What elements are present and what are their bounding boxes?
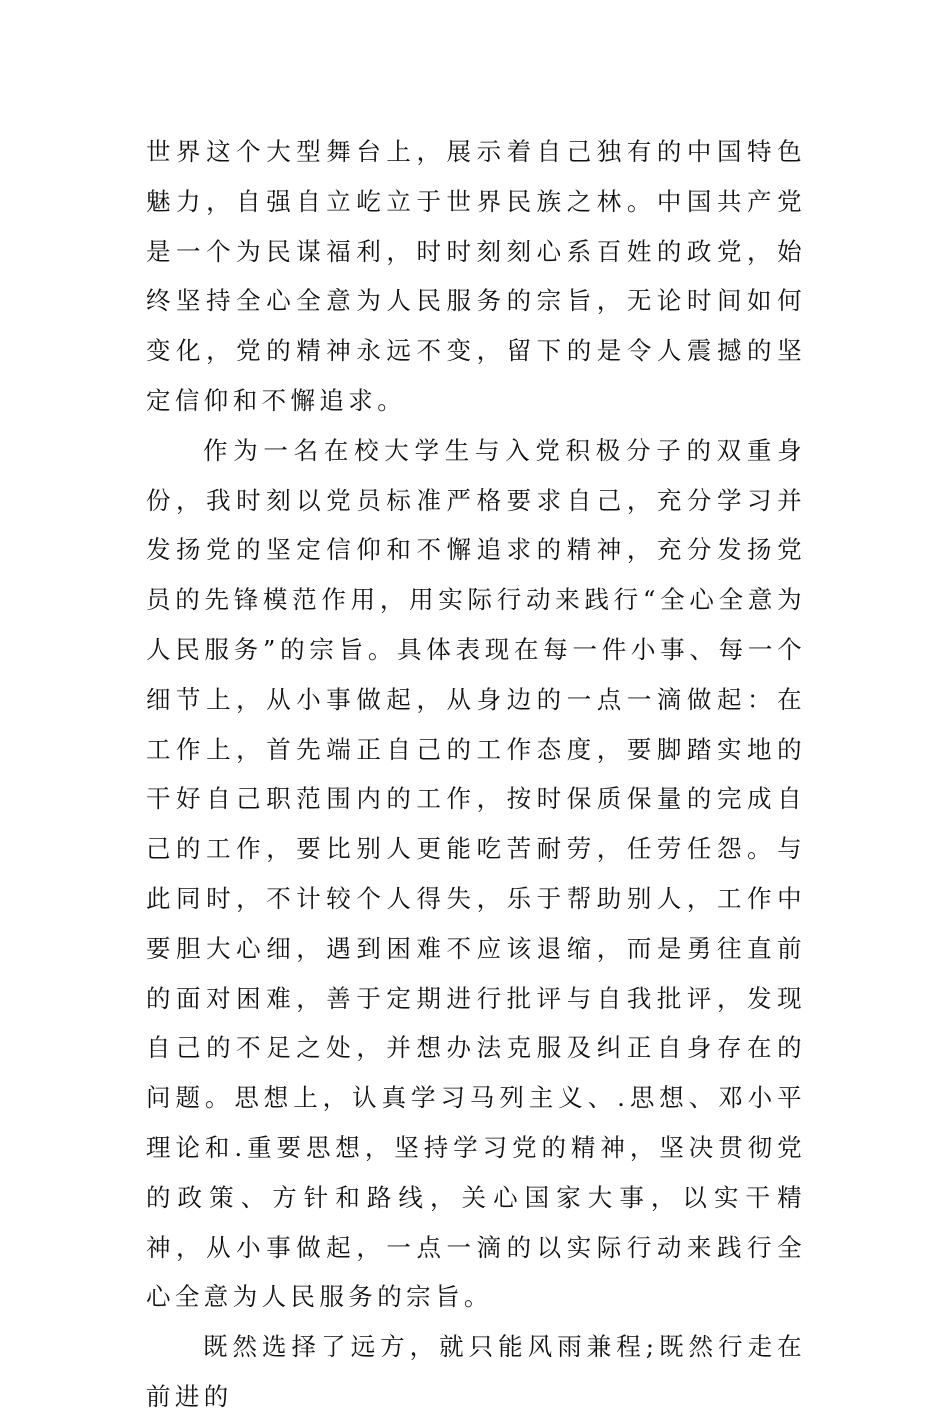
paragraph-1: 世界这个大型舞台上，展示着自己独有的中国特色魅力，自强自立屹立于世界民族之林。中国共产党是一个为民谋福利，时时刻刻心系百姓的政党，始终坚持全心全意为人民服务的宗旨，无论时间如何变化，党的精神永远不变，留下的是令人震撼的坚定信仰和不懈追求。 [146,137,806,415]
paragraph-2: 作为一名在校大学生与入党积极分子的双重身份，我时刻以党员标准严格要求自己，充分学习并发扬党的坚定信仰和不懈追求的精神，充分发扬党员的先锋模范作用，用实际行动来践行“全心全意为人民服务”的宗旨。具体表现在每一件小事、每一个细节上，从小事做起，从身边的一点一滴做起：在工作上，首先端正自己的工作态度，要脚踏实地的干好自己职范围内的工作，按时保质保量的完成自己的工作，要比别人更能吃苦耐劳，任劳任怨。与此同时，不计较个人得失，乐于帮助别人，工作中要胆大心细，遇到困难不应该退缩，而是勇往直前的面对困难，善于定期进行批评与自我批评，发现自己的不足之处，并想办法克服及纠正自身存在的问题。思想上，认真学习马列主义、.思想、邓小平理论和.重要思想，坚持学习党的精神，坚决贯彻党的政策、方针和路线，关心国家大事，以实干精神，从小事做起，一点一滴的以实际行动来践行全心全意为人民服务的宗旨。 [146,435,806,1312]
paragraph-3: 既然选择了远方，就只能风雨兼程;既然行走在前进的 [146,1332,806,1411]
document-body [146,127,806,1422]
